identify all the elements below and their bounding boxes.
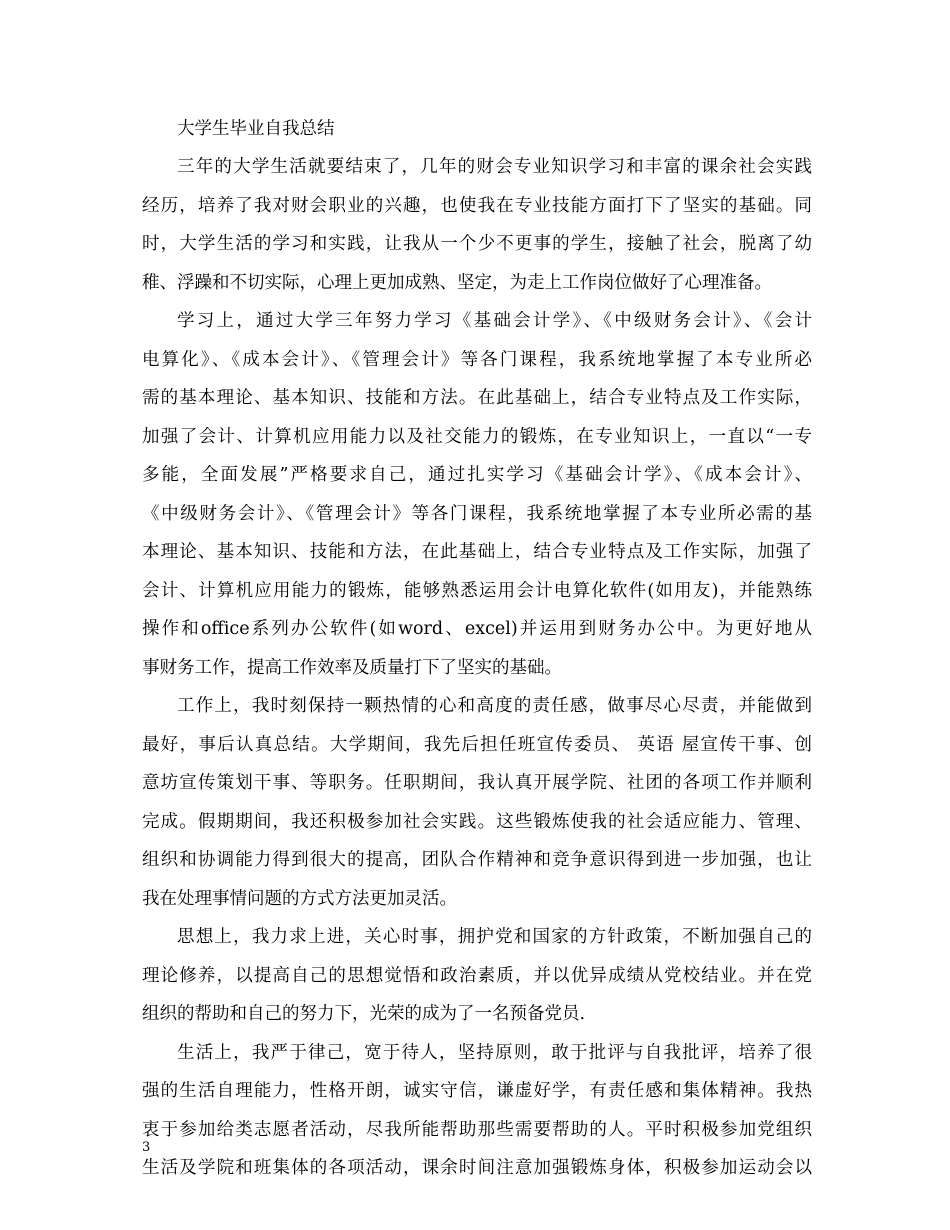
- paragraph: [142, 1034, 812, 1188]
- paragraph-line: 电算化》、《成本会计》、《管理会计》等各门课程，我系统地掌握了本专业所必: [142, 349, 812, 370]
- paragraph-line: 三年的大学生活就要结束了，几年的财会专业知识学习和丰富的课余社会实践: [177, 157, 812, 177]
- paragraph-line: 组织的帮助和自己的努力下，光荣的成为了一名预备党员.: [142, 1004, 586, 1024]
- paragraph-line: 事财务工作，提高工作效率及质量打下了坚实的基础。: [142, 657, 562, 678]
- paragraph: [142, 918, 812, 1034]
- paragraph-line: 需的基本理论、基本知识、技能和方法。在此基础上，结合专业特点及工作实际，: [142, 388, 812, 408]
- paragraph: [142, 148, 812, 302]
- paragraph-line: 生活及学院和班集体的各项活动，课余时间注意加强锻炼身体，积极参加运动会以: [142, 1158, 812, 1178]
- document-title: 大学生毕业自我总结: [177, 119, 335, 139]
- page-number: 3: [142, 1140, 151, 1155]
- paragraph-line: 我在处理事情问题的方式方法更加灵活。: [142, 888, 457, 909]
- paragraph-line: 最好，事后认真总结。大学期间，我先后担任班宣传委员、 英语 屋宣传干事、创: [142, 734, 812, 755]
- paragraph-line: 会计、计算机应用能力的锻炼，能够熟悉运用会计电算化软件(如用友)，并能熟练: [142, 580, 812, 601]
- paragraph-line: 多能，全面发展”严格要求自己，通过扎实学习《基础会计学》、《成本会计》、: [142, 465, 812, 485]
- paragraph-line: 强的生活自理能力，性格开朗，诚实守信，谦虚好学，有责任感和集体精神。我热: [142, 1081, 812, 1101]
- paragraph-line: 意坊宣传策划干事、等职务。任职期间，我认真开展学院、社团的各项工作并顺利: [142, 773, 812, 793]
- paragraph-line: 稚、浮躁和不切实际，心理上更加成熟、坚定，为走上工作岗位做好了心理准备。: [142, 272, 772, 293]
- paragraph: [142, 687, 812, 918]
- paragraph-line: 思想上，我力求上进，关心时事，拥护党和国家的方针政策，不断加强自己的: [177, 927, 812, 947]
- paragraph: [142, 302, 812, 687]
- paragraph-line: 时，大学生活的学习和实践，让我从一个少不更事的学生，接触了社会，脱离了幼: [142, 234, 812, 254]
- paragraph-line: 操作和office系列办公软件(如word、excel)并运用到财务办公中。为更好地从: [142, 619, 812, 639]
- paragraph-line: 《中级财务会计》、《管理会计》等各门课程，我系统地掌握了本专业所必需的基: [142, 503, 812, 524]
- paragraph-line: 完成。假期期间，我还积极参加社会实践。这些锻炼使我的社会适应能力、管理、: [142, 811, 812, 832]
- paragraph-line: 衷于参加给类志愿者活动，尽我所能帮助那些需要帮助的人。平时积极参加党组织: [142, 1119, 812, 1140]
- paragraph-line: 加强了会计、计算机应用能力以及社交能力的锻炼，在专业知识上，一直以“一专: [142, 426, 812, 447]
- paragraph-line: 工作上，我时刻保持一颗热情的心和高度的责任感，做事尽心尽责，并能做到: [177, 696, 812, 716]
- paragraph-line: 经历，培养了我对财会职业的兴趣，也使我在专业技能方面打下了坚实的基础。同: [142, 195, 812, 216]
- paragraph-line: 理论修养，以提高自己的思想觉悟和政治素质，并以优异成绩从党校结业。并在党: [142, 965, 812, 986]
- document-page: [142, 110, 812, 1188]
- paragraph-line: 生活上，我严于律己，宽于待人，坚持原则，敢于批评与自我批评，培养了很: [177, 1042, 812, 1063]
- paragraph-line: 学习上，通过大学三年努力学习《基础会计学》、《中级财务会计》、《会计: [177, 311, 812, 331]
- paragraph-line: 组织和协调能力得到很大的提高，团队合作精神和竞争意识得到进一步加强，也让: [142, 850, 812, 870]
- document-body: [142, 148, 812, 1188]
- paragraph-line: 本理论、基本知识、技能和方法，在此基础上，结合专业特点及工作实际，加强了: [142, 542, 812, 562]
